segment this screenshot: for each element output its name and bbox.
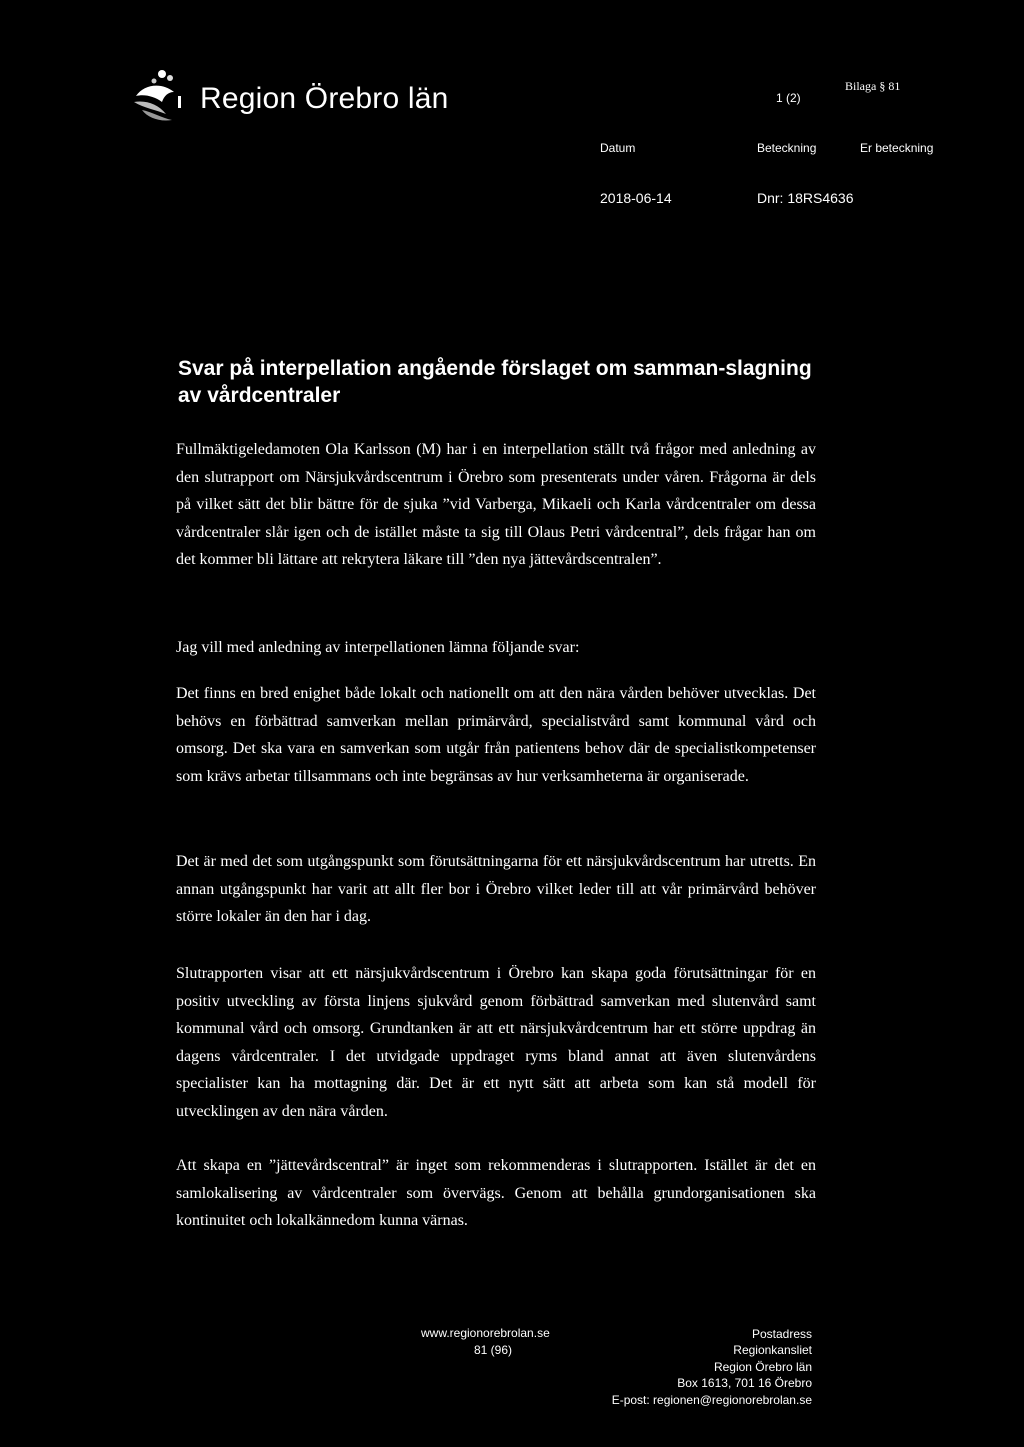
region-orebro-logo-icon [128,66,188,124]
your-reference-label: Er beteckning [860,141,934,155]
footer-address-line: Regionkansliet [733,1343,812,1358]
page-count: 1 (2) [776,91,801,105]
appendix-mark: Bilaga § 81 [845,79,901,93]
document-date: 2018-06-14 [600,190,672,206]
reference-label: Beteckning [757,141,817,155]
footer-address-label: Postadress [751,1327,812,1341]
footer-address-line: Region Örebro län [713,1359,812,1374]
document-title: Svar på interpellation angående förslaget om samman-slagning av vårdcentraler [178,357,812,407]
body-paragraph: Jag vill med anledning av interpellationen lämna följande svar: [176,639,580,656]
document-number: Dnr: 18RS4636 [757,190,854,206]
footer-page-total: 81 (96) [474,1343,513,1357]
footer-website: www.regionorebrolan.se [421,1326,550,1340]
footer-address-line: Box 1613, 701 16 Örebro [677,1376,812,1391]
body-paragraph: Att skapa en ”jättevårdscentral” är inget som rekommenderas i slutrapporten. Istället är det en samlokalisering av vårdcentraler som övervägs. Genom att behålla grundorganisationen ska kontinuitet och lokalkännedom kunna värnas. [176,1157,816,1229]
organization-name: Region Örebro län [200,82,449,115]
footer-address [612,1326,812,1408]
body-paragraph: Fullmäktigeledamoten Ola Karlsson (M) har i en interpellation ställt två frågor med anledning av den slutrapport om Närsjukvårdscentrum i Örebro som presenterats under våren. Frågorna är dels på vilket sätt det blir bättre för de sjuka ”vid Varberga, Mikaeli och Karla vårdcentraler om dessa vårdcentraler slår igen och de istället måste ta sig till Olaus Petri vårdcentral”, dels frågar han om det kommer bli lättare att rekrytera läkare till ”den nya jättevårdscentralen”. [176,441,816,568]
body-paragraph: Det är med det som utgångspunkt som förutsättningarna för ett närsjukvårdscentrum har utretts. En annan utgångspunkt har varit att allt fler bor i Örebro vilket leder till att vår primärvård behöver större lokaler än den har i dag. [176,853,816,925]
body-paragraph: Det finns en bred enighet både lokalt och nationellt om att den nära vården behöver utvecklas. Det behövs en förbättrad samverkan mellan primärvård, specialistvård samt kommunal vård och omsorg. Det ska vara en samverkan som utgår från patientens behov där de specialistkompetenser som krävs arbetar tillsammans och inte begränsas av hur verksamheterna är organiserade. [176,685,816,785]
body-paragraph: Slutrapporten visar att ett närsjukvårdscentrum i Örebro kan skapa goda förutsättningar för en positiv utveckling av första linjens sjukvård genom förbättrad samverkan med slutenvård samt kommunal vård och omsorg. Grundtanken är att ett närsjukvårdcentrum har ett större uppdrag än dagens vårdcentraler. I det utvidgade uppdraget ryms bland annat att även slutenvårdens specialister kan ha mottagning där. Det är ett nytt sätt att arbeta som kan stå modell för utvecklingen av den nära vården. [176,965,816,1120]
footer-email: E-post: regionen@regionorebrolan.se [611,1392,812,1407]
date-label: Datum [600,141,636,155]
